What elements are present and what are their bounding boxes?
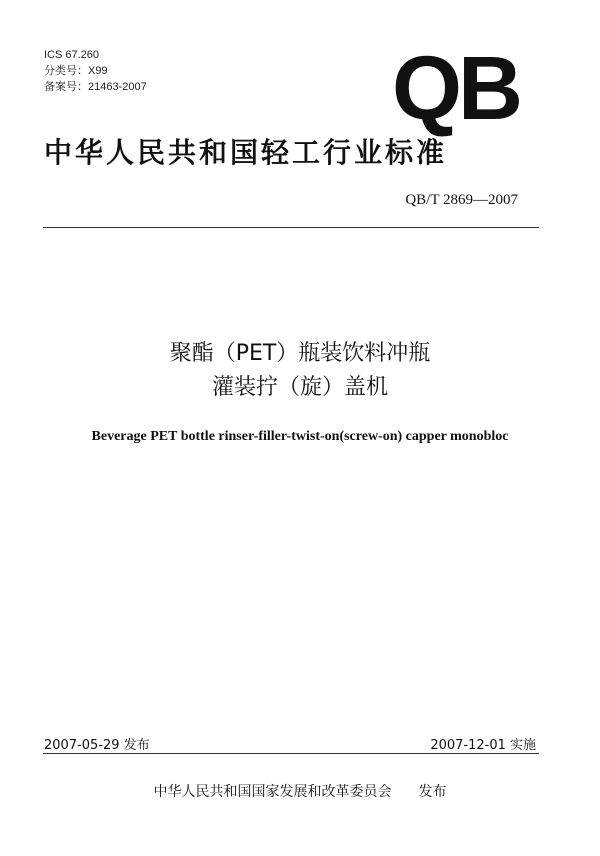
issuer-title: 中华人民共和国轻工行业标准 — [44, 136, 448, 169]
document-title-line1: 聚酯（PET）瓶装饮料冲瓶 — [169, 341, 431, 366]
document-title-line2: 灌装拧（旋）盖机 — [211, 375, 388, 400]
standard-code: QB/T 2869—2007 — [405, 192, 518, 208]
qb-logo: QB — [392, 39, 519, 139]
publisher-name: 中华人民共和国国家发展和改革委员会 — [153, 784, 392, 800]
bottom-divider — [43, 753, 539, 754]
issue-date: 2007-05-29 发布 — [44, 738, 150, 753]
publish-label: 发布 — [418, 784, 447, 800]
english-title: Beverage PET bottle rinser-filler-twist-on(screw-on) capper monobloc — [91, 429, 509, 444]
top-divider — [43, 227, 539, 228]
implementation-date: 2007-12-01 实施 — [430, 738, 536, 753]
ics-code: ICS 67.260 — [44, 49, 100, 61]
record-number: 备案号：21463-2007 — [44, 81, 147, 93]
category-number: 分类号：X99 — [44, 65, 108, 77]
publisher-line — [0, 781, 600, 801]
